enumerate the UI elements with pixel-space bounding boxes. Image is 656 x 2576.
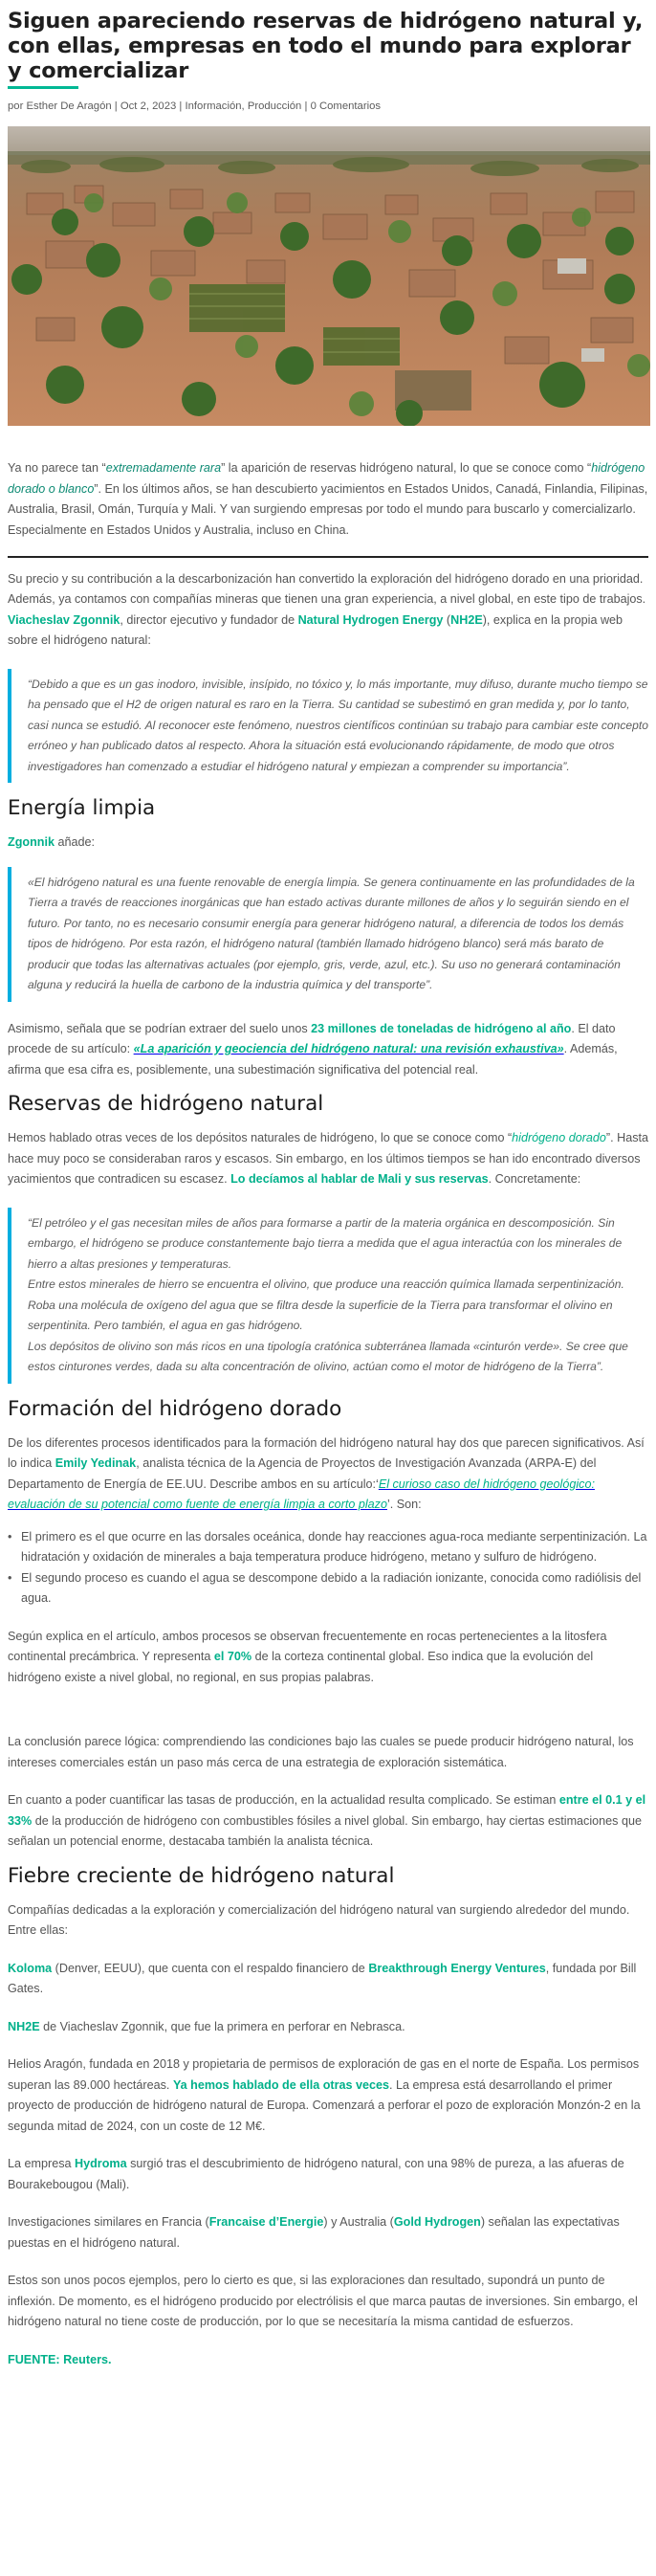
heading-reservas: Reservas de hidrógeno natural (8, 1092, 324, 1116)
blockquote-mali (8, 1208, 648, 1384)
link-reuters[interactable]: Reuters. (63, 2352, 112, 2366)
quote-line: Los depósitos de olivino son más ricos en una tipología cratónica subterránea llamada «cinturón verde». Se cree que estos cinturones verdes, dada su alta concentración de olivino, actúan como el motor de hidrógeno de la Tierra”. (28, 1339, 628, 1373)
paragraph-precio: Su precio y su contribución a la descarbonización han convertido la exploración del hidrógeno dorado en una prioridad. Además, ya contamos con compañías mineras que tienen una gran experiencia, a nivel global, en este tipo de trabajos. Viacheslav Zgonnik, director ejecutivo y fundador de Natural Hydrogen Energy (NH2E), explica en la propia web sobre el hidrógeno natural: (8, 571, 646, 647)
meta-by: por (8, 100, 24, 112)
post-meta: por Esther De Aragón | Oct 2, 2023 | Información, Producción | 0 Comentarios (8, 100, 382, 112)
paragraph-toneladas: Asimismo, señala que se podrían extraer del suelo unos 23 millones de toneladas de hidrógeno al año. El dato procede de su artículo: «La aparición y geociencia del hidrógeno natural: una revisión exhaustiva». Además, afirma que esa cifra es, posiblemente, una subestimación significativa del potencial real. (8, 1021, 618, 1077)
source-line (8, 2350, 648, 2371)
heading-fiebre: Fiebre creciente de hidrógeno natural (8, 1863, 395, 1888)
category-informacion-link[interactable]: Información (185, 100, 242, 112)
link-helios-otras-veces[interactable]: Ya hemos hablado de ella otras veces (172, 2077, 390, 2092)
quote-line: “El petróleo y el gas necesitan miles de años para formarse a partir de la materia orgánica en descomposición. Sin embargo, el hidrógeno se produce constantemente bajo tierra a medida que el agua interactúa con los minerales de hierro a altas presiones y temperaturas. (28, 1215, 623, 1271)
paragraph-helios: Helios Aragón, fundada en 2018 y propietaria de permisos de exploración de gas en el norte de España. Los permisos superan las 89.000 hectáreas. Ya hemos hablado de ella otras veces. La empresa está desarrollando el primer proyecto de producción de hidrógeno natural de Europa. Comenzará a perforar el pozo de exploración Monzón-2 en la segunda mitad de 2024, con un coste de 12 M€. (8, 2057, 641, 2133)
paragraph-zgonnik-anade: Zgonnik añade: (8, 835, 95, 849)
blockquote-zgonnik-1: “Debido a que es un gas inodoro, invisible, insípido, no tóxico y, lo más importante, muy difuso, durante mucho tiempo se ha pensado que el H2 de origen natural es raro en la Tierra. Su cantidad se subestimó en gran medida y, por lo tanto, casi nunca se estudió. Al reconocer este fenómeno, nuestros científicos continúan su trabajo para cambiar este concepto erróneo y han publicado datos al respecto. Ahora la situación está evolucionando rápidamente, de modo que otros investigadores han comenzado a estudiar el hidrógeno natural y empiezan a comprender su importancia”. (8, 669, 648, 784)
paragraph-nh2e: NH2E de Viacheslav Zgonnik, que fue la primera en perforar en Nebrasca. (8, 2019, 405, 2033)
link-zgonnik[interactable]: Zgonnik (8, 835, 55, 849)
section-divider (8, 556, 648, 558)
highlight-extremadamente-rara: extremadamente rara (105, 461, 222, 475)
meta-sep: | (179, 100, 183, 112)
link-koloma[interactable]: Koloma (8, 1961, 53, 1975)
post-date: Oct 2, 2023 (120, 100, 177, 112)
paragraph-tasas: En cuanto a poder cuantificar las tasas de producción, en la actualidad resulta complicado. Se estiman entre el 0.1 y el 33% de la producción de hidrógeno con combustibles fósiles a nivel global. Sin embargo, hay ciertas estimaciones que señalan un potencial enorme, destacaba también la analista técnica. (8, 1793, 646, 1848)
author-link[interactable]: Esther De Aragón (26, 100, 112, 112)
paragraph-conclusion: La conclusión parece lógica: comprendiendo las condiciones bajo las cuales se puede producir hidrógeno natural, los intereses comerciales están un paso más cerca de una estrategia de exploración sistemática. (8, 1735, 634, 1769)
link-el-70[interactable]: el 70% (213, 1650, 252, 1663)
quote-line: Entre estos minerales de hierro se encuentra el olivino, que produce una reacción química llamada serpentinización. Roba una molécula de oxígeno del agua que se filtra desde la superficie de la Tierra para transformar el olivino en serpentinita. Pero también, el agua en gas hidrógeno. (28, 1277, 624, 1332)
source-label: FUENTE: (8, 2352, 60, 2366)
heading-formacion: Formación del hidrógeno dorado (8, 1396, 342, 1421)
article-title: Siguen apareciendo reservas de hidrógeno natural y, con ellas, empresas en todo el mundo para explorar y comercializar (8, 9, 644, 83)
link-mali-reservas[interactable]: Lo decíamos al hablar de Mali y sus reservas (230, 1172, 489, 1186)
paragraph-formacion: De los diferentes procesos identificados para la formación del hidrógeno natural hay dos que parecen significativos. Así lo indica Emily Yedinak, analista técnica de la Agencia de Proyectos de Investigación Avanzada (ARPA-E) del Departamento de Energía de EE.UU. Describe ambos en su artículo:‘El curioso caso del hidrógeno geológico: evaluación de su potencial como fuente de energía limpia a corto plazo’. Son: (8, 1435, 645, 1511)
meta-sep: | (304, 100, 308, 112)
title-underline (8, 86, 78, 89)
link-nh2e-2[interactable]: NH2E (8, 2019, 40, 2033)
paragraph-litosfera: Según explica en el artículo, ambos procesos se observan frecuentemente en rocas pertenecientes a la litosfera continental precámbrica. Y representa el 70% de la corteza continental global. Eso indica que la evolución del hidrógeno existe a nivel global, no regional, en sus propias palabras. (8, 1629, 607, 1684)
link-articulo-yedinak[interactable]: El curioso caso del hidrógeno geológico: evaluación de su potencial como fuente de energía limpia a corto plazo (8, 1477, 595, 1511)
paragraph-intro: Ya no parece tan “extremadamente rara” la aparición de reservas hidrógeno natural, lo que se conoce como “hidrógeno dorado o blanco”. En los últimos años, se han descubierto yacimientos en Estados Unidos, Canadá, Finlandia, Filipinas, Australia, Brasil, Omán, Turquía y Mali. Y van surgiendo empresas por todo el mundo para buscarlo y comercializarlo. Especialmente en Estados Unidos y Australia, incluso en China. (8, 461, 648, 537)
link-hydroma[interactable]: Hydroma (75, 2157, 127, 2170)
paragraph-investigaciones: Investigaciones similares en Francia (Francaise d’Energie) y Australia (Gold Hydrogen) señalan las expectativas puestas en el hidrógeno natural. (8, 2215, 620, 2250)
link-natural-hydrogen-energy[interactable]: Natural Hydrogen Energy (297, 612, 444, 627)
blockquote-zgonnik-2: «El hidrógeno natural es una fuente renovable de energía limpia. Se genera continuamente en las profundidades de la Tierra a través de reacciones inorgánicas que han estado activas durante millones de años y lo seguirán siendo en el futuro. Por tanto, no es necesario consumir energía para generar hidrógeno natural, a diferencia de todos los demás tipos de hidrógeno. Por esta razón, el hidrógeno natural (también llamado hidrógeno blanco) será más barato de producir que todas las alternativas actuales (por ejemplo, gris, verde, azul, etc.). Su uso no generará contaminación alguna y reducirá la huella de carbono de la industria química y del transporte”. (8, 867, 648, 1002)
link-23-millones[interactable]: 23 millones de toneladas de hidrógeno al año (311, 1021, 572, 1035)
paragraph-companias: Compañías dedicadas a la exploración y comercialización del hidrógeno natural van surgiendo alrededor del mundo. Entre ellas: (8, 1902, 630, 1937)
list-item: • El segundo proceso es cuando el agua se descompone debido a la radiación ionizante, conocida como radiólisis del agua. (8, 1568, 648, 1610)
paragraph-hydroma: La empresa Hydroma surgió tras el descubrimiento de hidrógeno natural, con una 98% de pureza, a las afueras de Bourakebougou (Mali). (8, 2157, 624, 2191)
meta-sep: | (114, 100, 118, 112)
link-viacheslav-zgonnik[interactable]: Viacheslav Zgonnik (8, 612, 120, 627)
highlight-hidrogeno-dorado: hidrógeno dorado o blanco (8, 461, 645, 496)
paragraph-koloma: Koloma (Denver, EEUU), que cuenta con el respaldo financiero de Breakthrough Energy Ventures, fundada por Bill Gates. (8, 1961, 637, 1995)
list-item: • El primero es el que ocurre en las dorsales oceánica, donde hay reacciones agua-roca mediante serpentinización. La hidratación y oxidación de minerales a baja temperatura produce hidrógeno, metano y sulfuro de hidrógeno. (8, 1527, 648, 1568)
process-list (8, 1527, 648, 1610)
link-breakthrough-energy-ventures[interactable]: Breakthrough Energy Ventures (368, 1961, 546, 1975)
comments-link[interactable]: 0 Comentarios (310, 100, 382, 112)
link-emily-yedinak[interactable]: Emily Yedinak (55, 1456, 137, 1470)
paragraph-ejemplos: Estos son unos pocos ejemplos, pero lo cierto es que, si las exploraciones dan resultado, supondrá un punto de inflexión. De momento, es el hidrógeno producido por electrólisis el que marca pautas de inversiones. Sin embargo, el hidrógeno natural no tiene coste de producción, por lo que se necesitaría la misma cantidad de esfuerzos. (8, 2274, 638, 2328)
category-produccion-link[interactable]: Producción (247, 100, 302, 112)
link-francaise-energie[interactable]: Francaise d’Energie (208, 2215, 324, 2229)
link-gold-hydrogen[interactable]: Gold Hydrogen (393, 2215, 481, 2229)
link-entre-0-1-y-33[interactable]: entre el 0.1 y el 33% (8, 1793, 646, 1828)
paragraph-reservas: Hemos hablado otras veces de los depósitos naturales de hidrógeno, lo que se conoce como “hidrógeno dorado”. Hasta hace muy poco se consideraban raros y escasos. Sin embargo, en los últimos tiempos se han ido encontrado diversos yacimientos que contradicen su escasez. Lo decíamos al hablar de Mali y sus reservas. Concretamente: (8, 1131, 648, 1186)
link-nh2e[interactable]: NH2E (450, 612, 483, 627)
hero-image (8, 126, 650, 426)
link-articulo-revision[interactable]: «La aparición y geociencia del hidrógeno natural: una revisión exhaustiva» (133, 1042, 564, 1055)
highlight-hidrogeno-dorado-2: hidrógeno dorado (512, 1131, 606, 1144)
heading-energia-limpia: Energía limpia (8, 796, 156, 820)
